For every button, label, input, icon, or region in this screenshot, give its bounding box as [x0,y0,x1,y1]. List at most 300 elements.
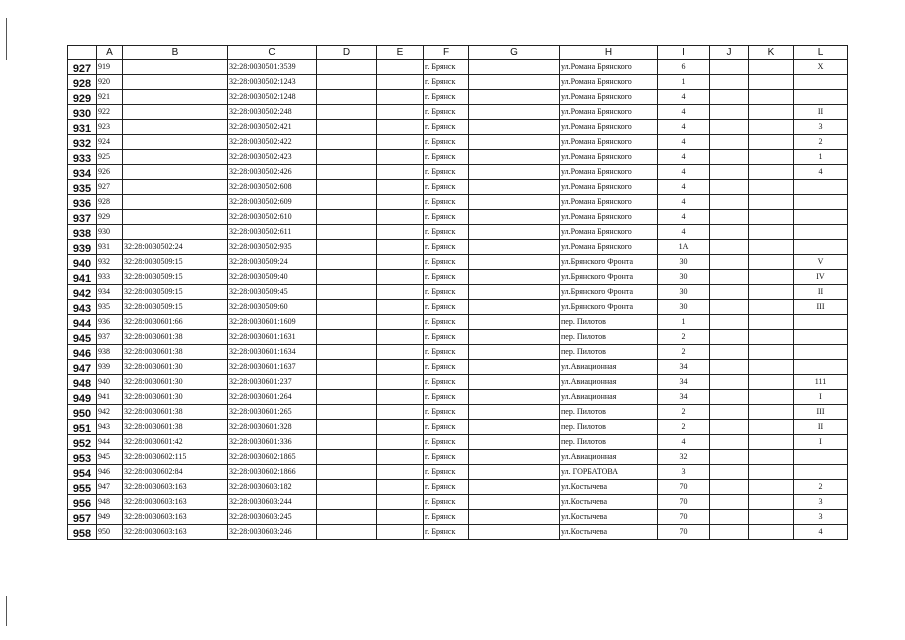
cell-a: 940 [97,375,123,390]
row-number-label: 948 [72,378,92,390]
column-header-row [68,46,848,60]
cell-d [317,390,377,405]
cell-a: 944 [97,435,123,450]
row-number-label: 939 [72,243,92,255]
cell-e [377,240,424,255]
cell-g [469,195,560,210]
cell-j [710,390,749,405]
cell-l [794,180,848,195]
cell-f: г. Брянск [424,405,469,420]
cell-c: 32:28:0030603:244 [228,495,317,510]
table-row [68,450,848,465]
cell-a: 920 [97,75,123,90]
cell-d [317,240,377,255]
row-number-cell [68,210,97,225]
cell-a: 950 [97,525,123,540]
cell-d [317,120,377,135]
cell-j [710,495,749,510]
cell-d [317,195,377,210]
cell-d [317,75,377,90]
cell-k [749,390,794,405]
cell-k [749,225,794,240]
row-number-label: 958 [72,528,92,540]
cell-a: 933 [97,270,123,285]
table-row [68,375,848,390]
row-number-cell [68,510,97,525]
cell-g [469,435,560,450]
column-header-j: J [710,46,749,60]
cell-d [317,300,377,315]
cell-e [377,105,424,120]
cell-i: 34 [658,375,710,390]
cell-g [469,450,560,465]
cell-b: 32:28:0030603:163 [123,495,228,510]
cell-k [749,375,794,390]
cell-a: 929 [97,210,123,225]
cell-j [710,165,749,180]
cell-f: г. Брянск [424,420,469,435]
cell-e [377,465,424,480]
row-number-cell [68,390,97,405]
cell-b [123,195,228,210]
cell-g [469,420,560,435]
cell-c: 32:28:0030502:422 [228,135,317,150]
table-row [68,195,848,210]
row-number-cell [68,450,97,465]
row-number-cell [68,240,97,255]
cell-a: 935 [97,300,123,315]
cell-d [317,465,377,480]
cell-l [794,465,848,480]
row-number-cell [68,90,97,105]
cell-d [317,525,377,540]
row-number-label: 927 [72,63,92,75]
cell-h: пер. Пилотов [560,420,658,435]
row-number-cell [68,375,97,390]
cell-f: г. Брянск [424,150,469,165]
cell-e [377,90,424,105]
cell-b: 32:28:0030601:38 [123,330,228,345]
cell-i: 6 [658,60,710,75]
cell-i: 2 [658,330,710,345]
cell-i: 1 [658,75,710,90]
table-row [68,135,848,150]
cell-i: 4 [658,435,710,450]
cell-d [317,90,377,105]
row-number-cell [68,360,97,375]
row-number-label: 941 [72,273,92,285]
cell-j [710,255,749,270]
cell-f: г. Брянск [424,120,469,135]
row-number-label: 928 [72,78,92,90]
cell-h: ул.Романа Брянского [560,225,658,240]
cell-i: 1 [658,315,710,330]
cell-b [123,60,228,75]
cell-b [123,150,228,165]
cell-k [749,525,794,540]
table-row [68,210,848,225]
cell-f: г. Брянск [424,390,469,405]
cell-e [377,495,424,510]
cell-h: ул.Романа Брянского [560,180,658,195]
cell-g [469,240,560,255]
cell-b [123,210,228,225]
cell-l: II [794,285,848,300]
cell-d [317,225,377,240]
cell-i: 4 [658,135,710,150]
cell-g [469,180,560,195]
cell-h: ул.Костычева [560,495,658,510]
cell-a: 948 [97,495,123,510]
cell-e [377,225,424,240]
row-number-label: 932 [72,138,92,150]
cell-j [710,525,749,540]
cell-d [317,420,377,435]
cell-h: ул.Романа Брянского [560,90,658,105]
cell-f: г. Брянск [424,360,469,375]
cell-a: 936 [97,315,123,330]
cell-c: 32:28:0030601:1631 [228,330,317,345]
table-row [68,525,848,540]
row-number-label: 955 [72,483,92,495]
row-number-cell [68,330,97,345]
cell-d [317,60,377,75]
cell-h: ул.Романа Брянского [560,195,658,210]
cell-k [749,480,794,495]
cell-g [469,135,560,150]
cell-b [123,135,228,150]
cell-f: г. Брянск [424,345,469,360]
row-number-cell [68,315,97,330]
cell-f: г. Брянск [424,450,469,465]
cell-g [469,480,560,495]
cell-h: ул.Романа Брянского [560,210,658,225]
cell-i: 30 [658,300,710,315]
column-header-a: A [97,46,123,60]
cell-k [749,450,794,465]
row-number-cell [68,60,97,75]
cell-c: 32:28:0030502:1243 [228,75,317,90]
cell-g [469,345,560,360]
cell-j [710,105,749,120]
cell-b: 32:28:0030509:15 [123,255,228,270]
cell-b [123,225,228,240]
cell-h: ул.Романа Брянского [560,105,658,120]
table-row [68,465,848,480]
column-header-k: K [749,46,794,60]
cell-f: г. Брянск [424,375,469,390]
row-number-label: 934 [72,168,92,180]
table-row [68,330,848,345]
cell-h: ул.Костычева [560,510,658,525]
row-number-label: 953 [72,453,92,465]
cell-c: 32:28:0030509:45 [228,285,317,300]
row-number-cell [68,420,97,435]
cell-k [749,75,794,90]
row-number-label: 947 [72,363,92,375]
cell-l [794,330,848,345]
cell-j [710,465,749,480]
cell-i: 4 [658,195,710,210]
cell-i: 70 [658,510,710,525]
table-row [68,345,848,360]
cell-k [749,315,794,330]
cell-l [794,210,848,225]
cell-j [710,75,749,90]
cell-j [710,150,749,165]
cell-i: 70 [658,525,710,540]
cell-c: 32:28:0030601:264 [228,390,317,405]
cell-h: ул.Авиационная [560,390,658,405]
cell-c: 32:28:0030502:611 [228,225,317,240]
cell-d [317,180,377,195]
cell-a: 928 [97,195,123,210]
cell-k [749,285,794,300]
cell-b: 32:28:0030502:24 [123,240,228,255]
cell-i: 1А [658,240,710,255]
cell-i: 32 [658,450,710,465]
cell-a: 922 [97,105,123,120]
row-number-label: 933 [72,153,92,165]
cell-k [749,120,794,135]
row-number-cell [68,345,97,360]
column-header-e: E [377,46,424,60]
cell-e [377,450,424,465]
cell-c: 32:28:0030602:1866 [228,465,317,480]
row-number-cell [68,270,97,285]
cell-a: 931 [97,240,123,255]
cell-a: 937 [97,330,123,345]
cell-d [317,495,377,510]
cell-b: 32:28:0030509:15 [123,300,228,315]
cell-i: 4 [658,105,710,120]
cell-l: V [794,255,848,270]
cell-a: 943 [97,420,123,435]
cell-d [317,510,377,525]
cell-l [794,345,848,360]
cell-d [317,135,377,150]
cell-b [123,105,228,120]
cell-f: г. Брянск [424,90,469,105]
column-header-g: G [469,46,560,60]
cell-c: 32:28:0030601:237 [228,375,317,390]
cell-i: 4 [658,165,710,180]
cell-j [710,285,749,300]
cell-i: 4 [658,180,710,195]
cell-e [377,120,424,135]
cell-d [317,435,377,450]
cell-k [749,135,794,150]
cell-e [377,75,424,90]
cell-a: 927 [97,180,123,195]
cell-h: ул.Авиационная [560,450,658,465]
row-number-label: 952 [72,438,92,450]
cell-b: 32:28:0030601:30 [123,360,228,375]
table-row [68,300,848,315]
cell-g [469,270,560,285]
cell-a: 934 [97,285,123,300]
cell-f: г. Брянск [424,75,469,90]
cell-i: 4 [658,150,710,165]
cell-a: 925 [97,150,123,165]
cell-e [377,285,424,300]
row-number-label: 945 [72,333,92,345]
cell-j [710,90,749,105]
cell-k [749,150,794,165]
cell-b [123,120,228,135]
cell-l: X [794,60,848,75]
cell-k [749,330,794,345]
cell-e [377,210,424,225]
cell-l: I [794,435,848,450]
cell-e [377,405,424,420]
cell-a: 924 [97,135,123,150]
scan-edge-mark-top [6,18,7,60]
table-row [68,60,848,75]
cell-e [377,195,424,210]
row-number-cell [68,300,97,315]
cell-d [317,480,377,495]
cell-i: 3 [658,465,710,480]
cell-e [377,300,424,315]
cell-j [710,60,749,75]
table-row [68,480,848,495]
cell-c: 32:28:0030502:248 [228,105,317,120]
row-number-label: 937 [72,213,92,225]
table-body [68,60,848,540]
spreadsheet-table [67,45,848,540]
table-row [68,435,848,450]
cell-i: 2 [658,405,710,420]
cell-g [469,495,560,510]
cell-j [710,450,749,465]
cell-j [710,420,749,435]
cell-l: 2 [794,480,848,495]
row-number-cell [68,180,97,195]
cell-g [469,360,560,375]
cell-f: г. Брянск [424,300,469,315]
cell-a: 945 [97,450,123,465]
cell-j [710,480,749,495]
cell-l: II [794,420,848,435]
cell-k [749,180,794,195]
column-header-d: D [317,46,377,60]
cell-e [377,525,424,540]
cell-b [123,90,228,105]
cell-b: 32:28:0030601:42 [123,435,228,450]
cell-k [749,165,794,180]
cell-e [377,330,424,345]
cell-b: 32:28:0030602:84 [123,465,228,480]
cell-e [377,270,424,285]
cell-a: 947 [97,480,123,495]
cell-l: 1 [794,150,848,165]
cell-e [377,390,424,405]
cell-j [710,435,749,450]
cell-g [469,225,560,240]
cell-f: г. Брянск [424,330,469,345]
cell-k [749,435,794,450]
cell-f: г. Брянск [424,480,469,495]
cell-b: 32:28:0030601:30 [123,375,228,390]
cell-c: 32:28:0030509:60 [228,300,317,315]
cell-d [317,315,377,330]
cell-e [377,180,424,195]
cell-c: 32:28:0030603:182 [228,480,317,495]
cell-f: г. Брянск [424,255,469,270]
cell-k [749,255,794,270]
cell-i: 70 [658,480,710,495]
cell-g [469,390,560,405]
cell-l [794,195,848,210]
cell-b: 32:28:0030601:38 [123,345,228,360]
table-row [68,120,848,135]
cell-k [749,105,794,120]
table-row [68,180,848,195]
cell-f: г. Брянск [424,495,469,510]
row-number-label: 946 [72,348,92,360]
cell-j [710,300,749,315]
cell-c: 32:28:0030601:1609 [228,315,317,330]
cell-l: II [794,105,848,120]
table-row [68,420,848,435]
cell-h: ул.Романа Брянского [560,150,658,165]
cell-l: 111 [794,375,848,390]
row-number-cell [68,435,97,450]
cell-d [317,285,377,300]
cell-j [710,360,749,375]
row-number-label: 949 [72,393,92,405]
cell-i: 4 [658,120,710,135]
cell-a: 919 [97,60,123,75]
cell-h: пер. Пилотов [560,345,658,360]
row-number-cell [68,195,97,210]
cell-l [794,360,848,375]
cell-a: 921 [97,90,123,105]
cell-h: ул.Романа Брянского [560,135,658,150]
cell-a: 926 [97,165,123,180]
cell-h: ул.Авиационная [560,375,658,390]
cell-g [469,510,560,525]
cell-i: 34 [658,360,710,375]
cell-b: 32:28:0030601:30 [123,390,228,405]
table-row [68,240,848,255]
row-number-cell [68,225,97,240]
cell-h: ул.Романа Брянского [560,60,658,75]
cell-j [710,240,749,255]
row-number-label: 936 [72,198,92,210]
cell-d [317,450,377,465]
corner-cell [68,46,97,60]
cell-c: 32:28:0030502:609 [228,195,317,210]
row-number-label: 943 [72,303,92,315]
cell-a: 939 [97,360,123,375]
cell-g [469,105,560,120]
cell-b: 32:28:0030601:66 [123,315,228,330]
cell-g [469,90,560,105]
cell-c: 32:28:0030502:610 [228,210,317,225]
cell-e [377,150,424,165]
cell-l [794,315,848,330]
cell-c: 32:28:0030602:1865 [228,450,317,465]
cell-h: ул.Костычева [560,525,658,540]
cell-f: г. Брянск [424,60,469,75]
cell-b [123,180,228,195]
cell-l [794,450,848,465]
cell-e [377,360,424,375]
cell-k [749,405,794,420]
cell-a: 923 [97,120,123,135]
